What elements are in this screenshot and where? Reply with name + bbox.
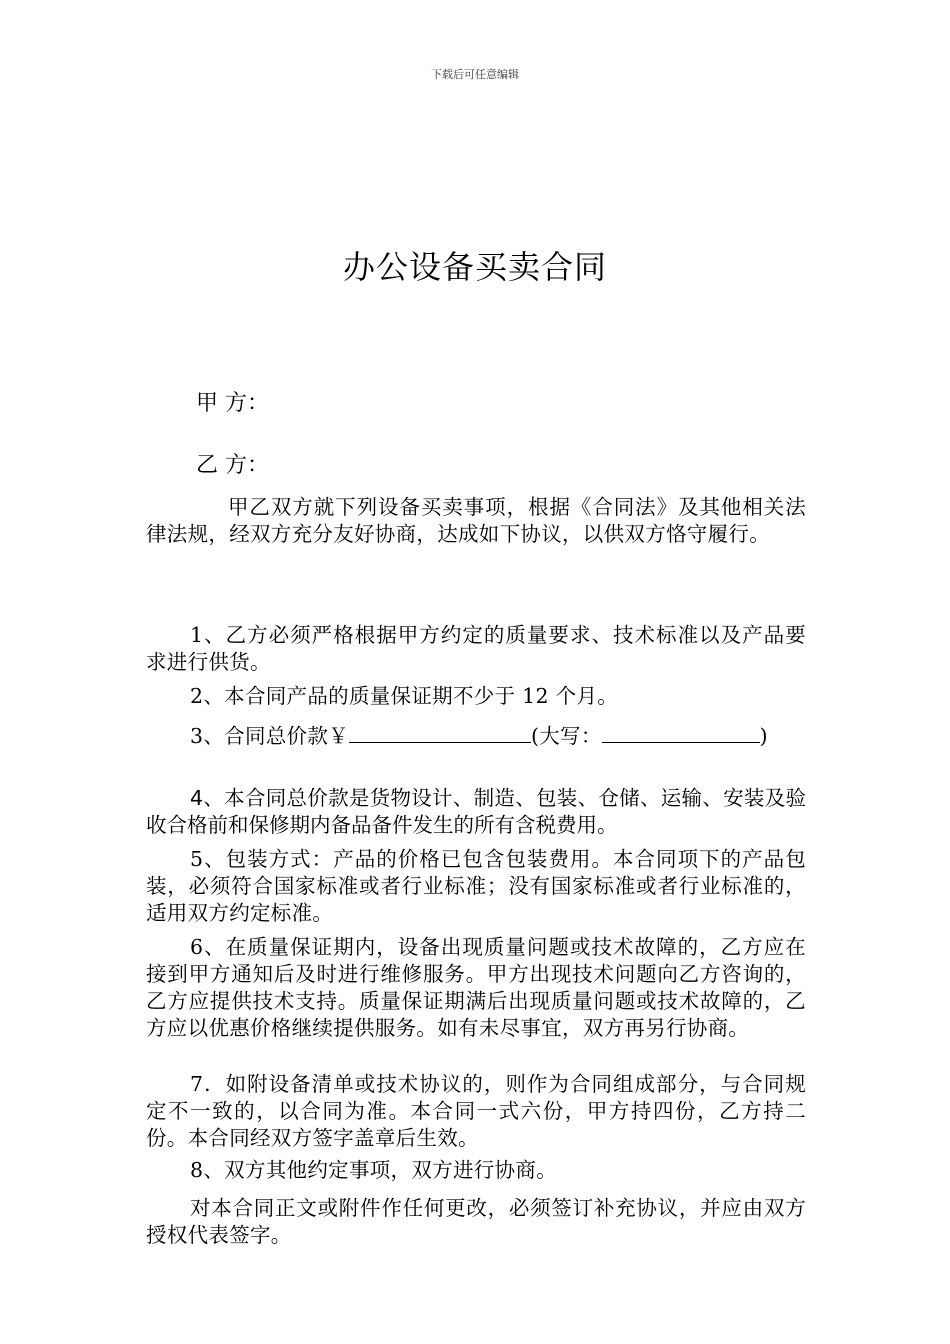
clause-9: 对本合同正文或附件作任何更改，必须签订补充协议，并应由双方授权代表签字。 <box>146 1196 806 1247</box>
clause-3 <box>146 722 806 750</box>
clause-1: 1、乙方必须严格根据甲方约定的质量要求、技术标准以及产品要求进行供货。 <box>146 623 806 674</box>
clause-3-suffix: ) <box>759 724 768 748</box>
clause-7: 7．如附设备清单或技术协议的，则作为合同组成部分，与合同规定不一致的，以合同为准。本合同一式六份，甲方持四份，乙方持二份。本合同经双方签字盖章后生效。 <box>146 1072 806 1150</box>
header-note: 下载后可任意编辑 <box>431 68 519 81</box>
document-title: 办公设备买卖合同 <box>342 248 607 286</box>
clause-5: 5、包装方式：产品的价格已包含包装费用。本合同项下的产品包装，必须符合国家标准或者行业标准；没有国家标准或者行业标准的，适用双方约定标准。 <box>146 847 806 925</box>
clause-2: 2、本合同产品的质量保证期不少于 12 个月。 <box>190 684 619 708</box>
party-b-label: 乙 方： <box>196 453 269 478</box>
clause-8: 8、双方其他约定事项，双方进行协商。 <box>190 1158 557 1182</box>
clause-3-prefix: 3、合同总价款￥ <box>190 724 349 748</box>
total-price-blank[interactable] <box>349 722 531 743</box>
clause-3-mid: (大写： <box>530 724 602 748</box>
clause-4: 4、本合同总价款是货物设计、制造、包装、仓储、运输、安装及验收合格前和保修期内备品备件发生的所有含税费用。 <box>146 786 806 837</box>
price-in-words-blank[interactable] <box>602 722 760 743</box>
clause-6: 6、在质量保证期内，设备出现质量问题或技术故障的，乙方应在接到甲方通知后及时进行维修服务。甲方出现技术问题向乙方咨询的，乙方应提供技术支持。质量保证期满后出现质量问题或技术故障的，乙方应以优惠价格继续提供服务。如有未尽事宜，双方再另行协商。 <box>146 935 806 1040</box>
party-a-label: 甲 方： <box>196 391 269 416</box>
intro-paragraph: 甲乙双方就下列设备买卖事项，根据《合同法》及其他相关法律法规，经双方充分友好协商，达成如下协议，以供双方恪守履行。 <box>146 495 806 546</box>
